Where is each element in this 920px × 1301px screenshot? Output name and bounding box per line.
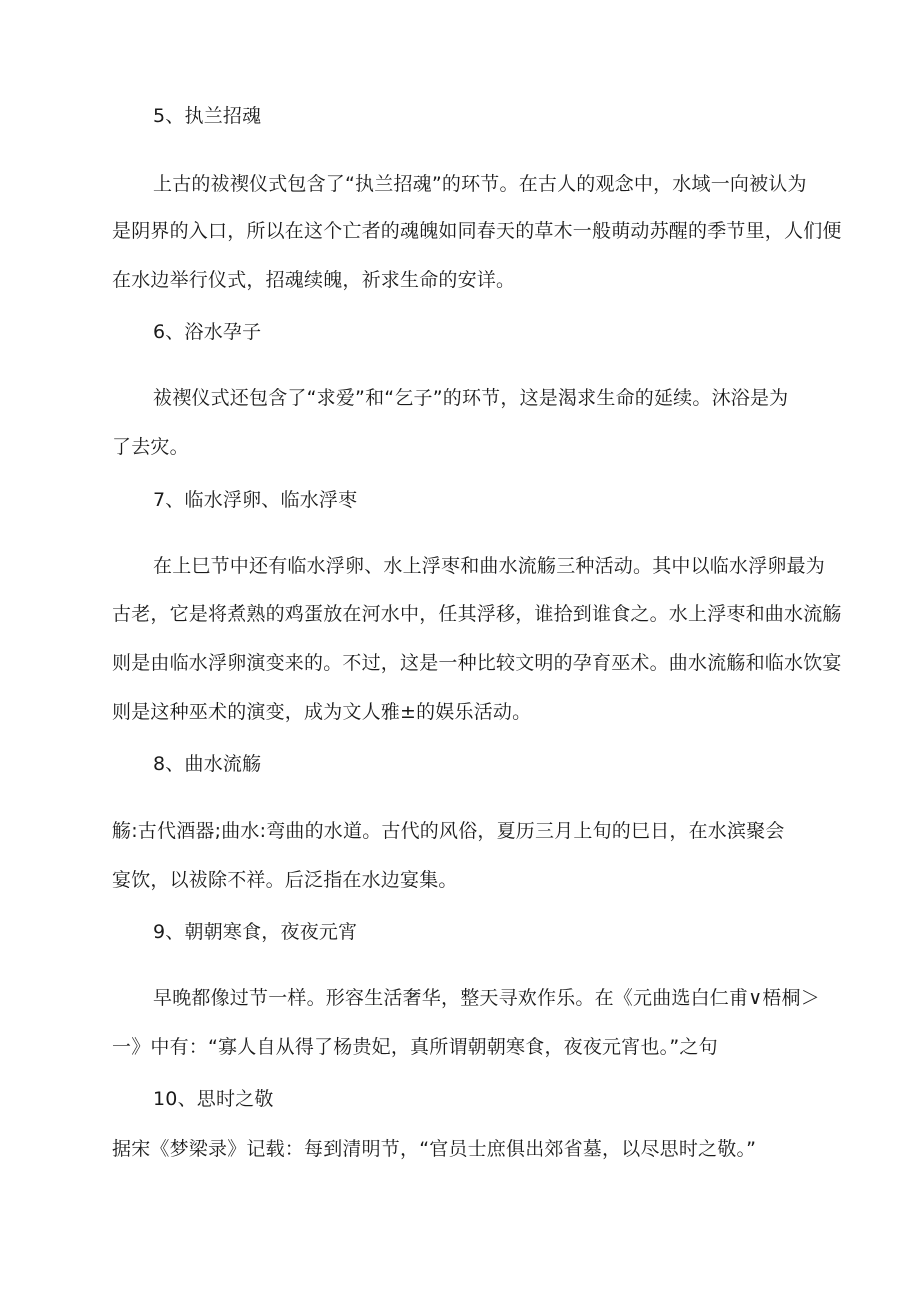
- paragraph-line: 则是由临水浮卵演变来的。不过，这是一种比较文明的孕育巫术。曲水流觞和临水饮宴: [112, 652, 842, 674]
- paragraph-line: 则是这种巫术的演变，成为文人雅±的娱乐活动。: [112, 701, 532, 723]
- paragraph-line: 了去灾。: [112, 436, 189, 458]
- paragraph-line: 祓禊仪式还包含了“求爱”和“乞子”的环节，这是渴求生命的延续。沐浴是为: [153, 387, 789, 409]
- section-heading-8: 8、曲水流觞: [153, 753, 262, 775]
- paragraph-line: 宴饮，以祓除不祥。后泛指在水边宴集。: [112, 869, 458, 891]
- paragraph-line: 上古的祓禊仪式包含了“执兰招魂”的环节。在古人的观念中，水域一向被认为: [153, 173, 807, 195]
- section-heading-9: 9、朝朝寒食，夜夜元宵: [153, 921, 358, 943]
- paragraph-line: 据宋《梦梁录》记载：每到清明节，“官员士庶俱出郊省墓，以尽思时之敬。”: [112, 1138, 757, 1160]
- section-heading-7: 7、临水浮卵、临水浮枣: [153, 489, 358, 511]
- paragraph-line: 早晚都像过节一样。形容生活奢华，整天寻欢作乐。在《元曲选白仁甫∨梧桐＞: [153, 987, 820, 1009]
- paragraph-line: 在水边举行仪式，招魂续魄，祈求生命的安详。: [112, 269, 516, 291]
- section-heading-5: 5、执兰招魂: [153, 105, 262, 127]
- paragraph-line: 一》中有：“寡人自从得了杨贵妃，真所谓朝朝寒食，夜夜元宵也。”之句: [112, 1036, 718, 1058]
- paragraph-line: 觞:古代酒器;曲水:弯曲的水道。古代的风俗，夏历三月上旬的巳日，在水滨聚会: [112, 820, 785, 842]
- section-heading-6: 6、浴水孕子: [153, 321, 262, 343]
- section-heading-10: 10、思时之敬: [153, 1088, 274, 1110]
- paragraph-line: 古老，它是将煮熟的鸡蛋放在河水中，任其浮移，谁拾到谁食之。水上浮枣和曲水流觞: [112, 603, 842, 625]
- paragraph-line: 是阴界的入口，所以在这个亡者的魂魄如同春天的草木一般萌动苏醒的季节里，人们便: [112, 220, 842, 242]
- paragraph-line: 在上巳节中还有临水浮卵、水上浮枣和曲水流觞三种活动。其中以临水浮卵最为: [153, 555, 826, 577]
